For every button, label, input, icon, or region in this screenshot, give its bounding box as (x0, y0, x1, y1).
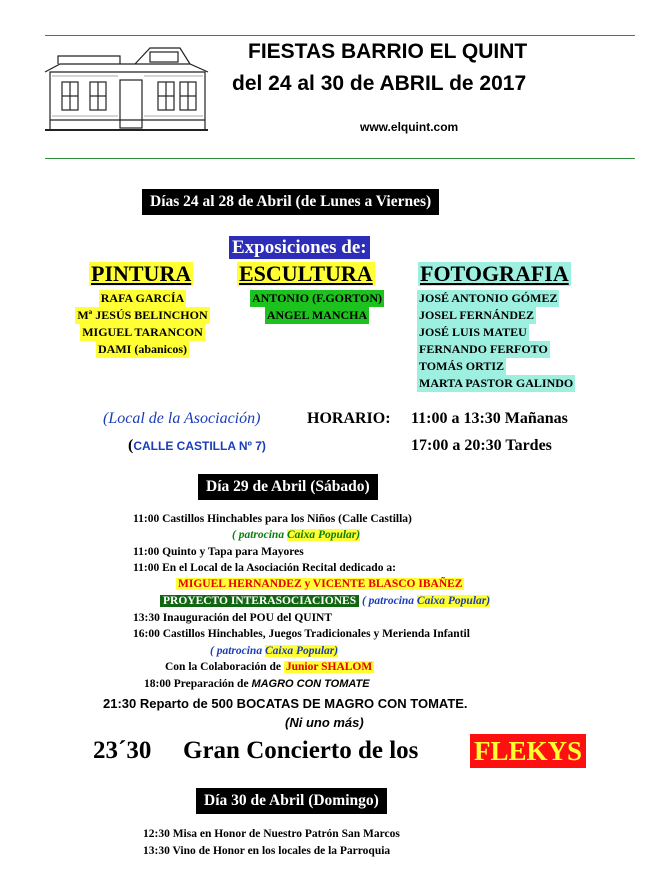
escultura-title: ESCULTURA (239, 261, 373, 286)
saturday-banner: Día 29 de Abril (Sábado) (199, 475, 377, 499)
header-top-rule (45, 35, 635, 36)
program-line-quinto: 11:00 Quinto y Tapa para Mayores (133, 546, 304, 558)
pintura-title: PINTURA (91, 261, 192, 286)
program-line-vino: 13:30 Vino de Honor en los locales de la Parroquia (143, 845, 391, 857)
pintura-name: MIGUEL TARANCON (82, 325, 203, 339)
venue-address: (CALLE CASTILLA Nº 7) (128, 437, 266, 454)
fotografia-name: JOSEL FERNÁNDEZ (419, 308, 535, 322)
program-line-castillos: 11:00 Castillos Hinchables para los Niños (Calle Castilla) (133, 513, 412, 525)
fotografia-name: FERNANDO FERFOTO (419, 342, 548, 356)
project-name: PROYECTO INTERASOCIACIONES (160, 595, 359, 607)
sponsor-line-2: ( patrocina Caixa Popular) (210, 645, 339, 657)
concert-time: 23´30 (93, 737, 152, 764)
program-line-recital: 11:00 En el Local de la Asociación Recital dedicado a: (133, 562, 396, 574)
fotografia-name: JOSÉ LUIS MATEU (419, 325, 527, 339)
sponsor-line: ( patrocina Caixa Popular) (232, 529, 361, 541)
house-drawing-icon (40, 42, 210, 134)
pintura-name: Mª JESÚS BELINCHON (77, 308, 208, 322)
band-flekys: FLEKYS (470, 734, 586, 768)
horario-morning: 11:00 a 13:30 Mañanas (411, 410, 568, 427)
program-line-bocatas: 21:30 Reparto de 500 BOCATAS DE MAGRO CON TOMATE. (103, 696, 468, 711)
header-bottom-rule (45, 158, 635, 159)
pintura-name: RAFA GARCÍA (100, 291, 185, 305)
colab-line: Con la Colaboración de Junior SHALOM (165, 661, 373, 673)
escultura-list (232, 290, 402, 324)
escultura-name: ANGEL MANCHA (266, 308, 368, 322)
program-line-misa: 12:30 Misa en Honor de Nuestro Patrón San Marcos (143, 828, 400, 840)
escultura-name: ANTONIO (F.GORTON) (251, 291, 383, 305)
event-dates: del 24 al 30 de ABRIL de 2017 (232, 72, 527, 95)
expo-title: Exposiciones de: (229, 236, 370, 259)
recital-poets: MIGUEL HERNANDEZ y VICENTE BLASCO IBAÑEZ (178, 578, 463, 590)
horario-afternoon: 17:00 a 20:30 Tardes (411, 437, 552, 454)
pintura-list (60, 290, 225, 358)
ni-uno-mas: (Ni uno más) (285, 715, 364, 730)
week-banner: Días 24 al 28 de Abril (de Lunes a Viernes) (143, 190, 438, 214)
program-line-juegos: 16:00 Castillos Hinchables, Juegos Tradicionales y Merienda Infantil (133, 628, 470, 640)
fotografia-title: FOTOGRAFIA (420, 261, 569, 286)
program-line-magro: 18:00 Preparación de MAGRO CON TOMATE (144, 678, 370, 690)
horario-label: HORARIO: (307, 410, 391, 427)
project-line: PROYECTO INTERASOCIACIONES ( patrocina Caixa Popular) (160, 595, 490, 607)
website-link[interactable]: www.elquint.com (360, 120, 459, 134)
fotografia-name: TOMÁS ORTIZ (419, 359, 505, 373)
concert-text: Gran Concierto de los (183, 737, 419, 764)
program-line-pou: 13:30 Inauguración del POU del QUINT (133, 612, 333, 624)
pintura-name: DAMI (abanicos) (98, 342, 187, 356)
fotografia-name: MARTA PASTOR GALINDO (419, 376, 574, 390)
sponsor-caixa: Caixa Popular) (286, 529, 361, 541)
page-title: FIESTAS BARRIO EL QUINT (248, 40, 528, 63)
sunday-banner: Día 30 de Abril (Domingo) (197, 789, 386, 813)
fotografia-name: JOSÉ ANTONIO GÓMEZ (419, 291, 558, 305)
junior-shalom: Junior SHALOM (285, 661, 373, 673)
venue-label: (Local de la Asociación) (103, 410, 261, 427)
fotografia-list (417, 290, 575, 392)
